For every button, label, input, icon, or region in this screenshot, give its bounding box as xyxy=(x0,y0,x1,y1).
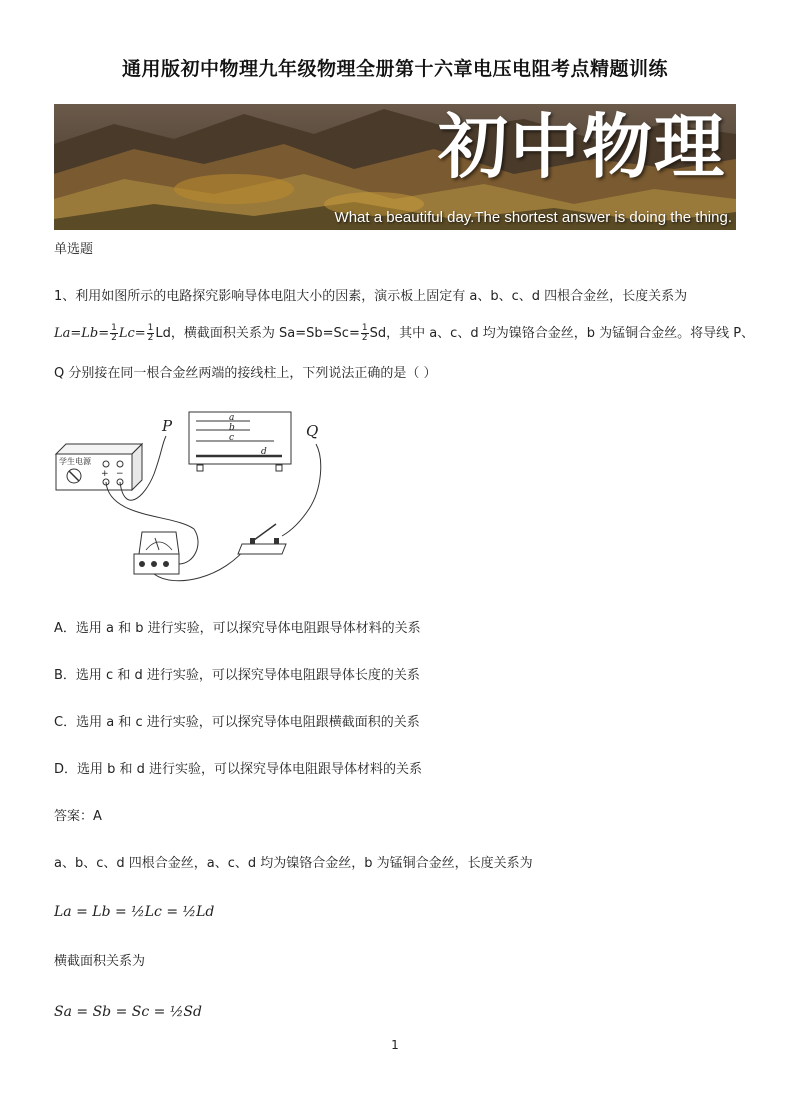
formula-length: La = Lb = ½Lc = ½Ld xyxy=(54,904,215,920)
length-relation-b: Lc= xyxy=(118,326,146,341)
fraction-half-1: $\frac{1}{2}$ xyxy=(111,323,117,343)
option-d[interactable] xyxy=(54,760,422,780)
page-number: 1 xyxy=(391,1038,399,1052)
option-letter-c: C． xyxy=(54,715,77,730)
option-letter-b: B． xyxy=(54,668,76,683)
option-text-a: 选用 a 和 b 进行实验，可以探究导体电阻跟导体材料的关系 xyxy=(75,621,421,636)
wire-label-b: b xyxy=(229,423,235,433)
power-supply-label: 学生电源 xyxy=(59,457,91,466)
lead-label-q: Q xyxy=(306,422,319,440)
circuit-figure xyxy=(54,404,354,594)
lead-label-p: P xyxy=(162,417,173,435)
explanation-line-1: a、b、c、d 四根合金丝，a、c、d 均为镍铬合金丝，b 为锰铜合金丝，长度关系为 xyxy=(54,856,533,871)
power-supply-icon xyxy=(56,444,142,490)
option-letter-a: A． xyxy=(54,621,76,636)
question-text-2: Sd，其中 a、c、d 均为镍铬合金丝，b 为锰铜合金丝。将导线 P、 xyxy=(369,326,755,341)
answer-line xyxy=(54,807,102,827)
banner-image xyxy=(54,104,736,230)
fraction-half-3: $\frac{1}{2}$ xyxy=(361,323,368,343)
question-line-1 xyxy=(54,287,687,307)
question-line-3: Q 分别接在同一根合金丝两端的接线柱上，下列说法正确的是（ ） xyxy=(54,366,437,381)
option-text-d: 选用 b 和 d 进行实验，可以探究导体电阻跟导体材料的关系 xyxy=(77,762,423,777)
area-relation: Ld，横截面积关系为 Sa=Sb=Sc= xyxy=(155,326,360,341)
option-text-b: 选用 c 和 d 进行实验，可以探究导体电阻跟导体长度的关系 xyxy=(75,668,420,683)
explanation-line-2: 横截面积关系为 xyxy=(54,954,146,969)
ammeter-icon xyxy=(134,532,179,574)
minus-sign: − xyxy=(116,469,124,479)
length-relation-a: La=Lb= xyxy=(54,326,110,341)
formula-area: Sa = Sb = Sc = ½Sd xyxy=(54,1004,202,1020)
fraction-half-2: $\frac{1}{2}$ xyxy=(147,323,154,343)
wire-label-c: c xyxy=(229,433,235,443)
question-text-1: 利用如图所示的电路探究影响导体电阻大小的因素，演示板上固定有 a、b、c、d 四根合金丝，长度关系为 xyxy=(75,289,688,304)
answer-value: A xyxy=(93,809,102,824)
wire-label-d: d xyxy=(261,447,267,457)
option-text-c: 选用 a 和 c 进行实验，可以探究导体电阻跟横截面积的关系 xyxy=(76,715,420,730)
option-a[interactable] xyxy=(54,619,421,639)
plus-sign: + xyxy=(101,469,109,479)
option-letter-d: D． xyxy=(54,762,78,777)
question-number: 1、 xyxy=(54,289,76,304)
option-b[interactable] xyxy=(54,666,420,686)
question-line-2 xyxy=(54,324,754,344)
wire-label-a: a xyxy=(229,413,235,423)
switch-icon xyxy=(238,524,286,554)
answer-label: 答案： xyxy=(54,809,94,824)
option-c[interactable] xyxy=(54,713,420,733)
section-label: 单选题 xyxy=(54,242,94,257)
page-title: 通用版初中物理九年级物理全册第十六章电压电阻考点精题训练 xyxy=(121,58,668,80)
demo-board xyxy=(189,412,291,471)
banner-slogan: What a beautiful day.The shortest answer is doing the thing. xyxy=(334,209,732,226)
banner-title: 初中物理 xyxy=(438,105,726,188)
